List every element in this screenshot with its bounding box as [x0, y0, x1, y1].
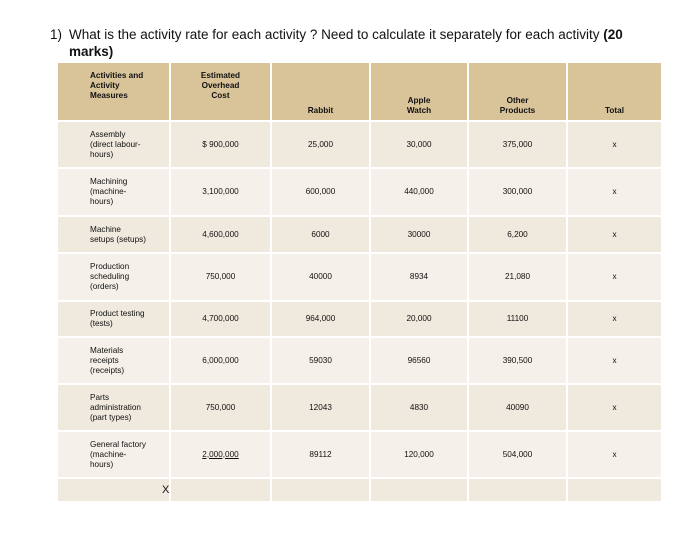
activity-cell: [58, 432, 169, 477]
activity-line: (machine-: [90, 187, 127, 196]
empty-cell: [469, 479, 566, 501]
total-cell: x: [568, 385, 661, 430]
header-activity-line: Activities and: [90, 71, 144, 80]
activity-line: (machine-: [90, 449, 127, 459]
activity-cell: [58, 338, 169, 383]
table-row: [58, 302, 661, 336]
header-apple: [371, 63, 467, 120]
activity-line: Product testing: [90, 309, 145, 318]
cost-cell: 2,000,000: [171, 432, 270, 477]
table-row: [58, 254, 661, 300]
rabbit-cell: 6000: [272, 217, 369, 252]
activity-line: (direct labour-: [90, 139, 141, 149]
footer-x-mark: X: [162, 484, 170, 496]
empty-cell: [371, 479, 467, 501]
rabbit-cell: 12043: [272, 385, 369, 430]
activity-line: receipts: [90, 355, 119, 365]
other-cell: 40090: [469, 385, 566, 430]
activity-cell: [58, 169, 169, 215]
apple-cell: 8934: [371, 254, 467, 300]
activity-cell: [58, 122, 169, 167]
other-cell: 375,000: [469, 122, 566, 167]
header-cost: [171, 63, 270, 120]
empty-cell: [58, 479, 169, 501]
rabbit-cell: 600,000: [272, 169, 369, 215]
question-number: 1): [50, 27, 63, 42]
table-row: [58, 217, 661, 252]
header-activity: [58, 63, 169, 120]
header-total: Total: [568, 63, 661, 120]
activity-line: Machine: [90, 224, 121, 234]
activity-cell: [58, 302, 169, 336]
activity-cell: [58, 217, 169, 252]
activity-line: hours): [90, 149, 114, 159]
table-row: [58, 338, 661, 383]
activity-line: Machining: [90, 177, 128, 186]
question-body: What is the activity rate for each activity ? Need to calculate it separately for each activity: [69, 27, 600, 42]
activity-line: Assembly: [90, 129, 126, 139]
header-other-line: Other: [506, 96, 529, 105]
activity-line: hours): [90, 459, 114, 469]
activity-line: (part types): [90, 412, 132, 422]
activity-cell: [58, 254, 169, 300]
apple-cell: 30000: [371, 217, 467, 252]
table-row: [58, 385, 661, 430]
cost-cell: 3,100,000: [171, 169, 270, 215]
activity-line: Production: [90, 262, 130, 271]
apple-cell: 120,000: [371, 432, 467, 477]
rabbit-cell: 25,000: [272, 122, 369, 167]
activity-line: administration: [90, 402, 141, 412]
apple-cell: 4830: [371, 385, 467, 430]
total-cell: x: [568, 302, 661, 336]
cost-cell: 4,700,000: [171, 302, 270, 336]
header-activity-line: Measures: [90, 91, 128, 100]
header-other-line: Products: [499, 106, 536, 115]
total-cell: x: [568, 338, 661, 383]
cost-cell: $ 900,000: [171, 122, 270, 167]
table-row: [58, 169, 661, 215]
header-apple-line: Apple: [407, 96, 431, 105]
table-row: [58, 432, 661, 477]
table-row: [58, 122, 661, 167]
activity-line: hours): [90, 197, 114, 206]
other-cell: 21,080: [469, 254, 566, 300]
activity-line: setups (setups): [90, 234, 146, 244]
other-cell: 11100: [469, 302, 566, 336]
activity-cell: [58, 385, 169, 430]
question-marks: (20 marks): [69, 27, 623, 59]
other-cell: 390,500: [469, 338, 566, 383]
activity-table: [56, 61, 663, 503]
header-other: [469, 63, 566, 120]
cost-cell: 750,000: [171, 254, 270, 300]
header-row: [58, 63, 661, 120]
question-text: [69, 26, 639, 60]
total-cell: x: [568, 217, 661, 252]
apple-cell: 20,000: [371, 302, 467, 336]
rabbit-cell: 40000: [272, 254, 369, 300]
activity-line: Materials: [90, 345, 124, 355]
activity-line: General factory: [90, 439, 146, 449]
cost-cell: 4,600,000: [171, 217, 270, 252]
total-cell: x: [568, 122, 661, 167]
cost-cell: 6,000,000: [171, 338, 270, 383]
header-activity-line: Activity: [90, 81, 120, 90]
header-cost-line: Cost: [211, 91, 230, 100]
activity-line: (receipts): [90, 365, 125, 375]
activity-line: (tests): [90, 319, 113, 328]
total-cell: x: [568, 432, 661, 477]
other-cell: 6,200: [469, 217, 566, 252]
empty-cell: [568, 479, 661, 501]
header-apple-line: Watch: [406, 106, 432, 115]
header-cost-line: Estimated: [200, 71, 241, 80]
other-cell: 504,000: [469, 432, 566, 477]
header-rabbit: Rabbit: [272, 63, 369, 120]
empty-row: [58, 479, 661, 501]
apple-cell: 96560: [371, 338, 467, 383]
rabbit-cell: 89112: [272, 432, 369, 477]
header-cost-line: Overhead: [201, 81, 240, 90]
total-cell: x: [568, 254, 661, 300]
other-cell: 300,000: [469, 169, 566, 215]
rabbit-cell: 59030: [272, 338, 369, 383]
apple-cell: 30,000: [371, 122, 467, 167]
empty-cell: [272, 479, 369, 501]
cost-cell: 750,000: [171, 385, 270, 430]
rabbit-cell: 964,000: [272, 302, 369, 336]
activity-line: scheduling: [90, 272, 130, 281]
activity-line: (orders): [90, 282, 119, 291]
empty-cell: [171, 479, 270, 501]
apple-cell: 440,000: [371, 169, 467, 215]
total-cell: x: [568, 169, 661, 215]
activity-line: Parts: [90, 392, 110, 402]
